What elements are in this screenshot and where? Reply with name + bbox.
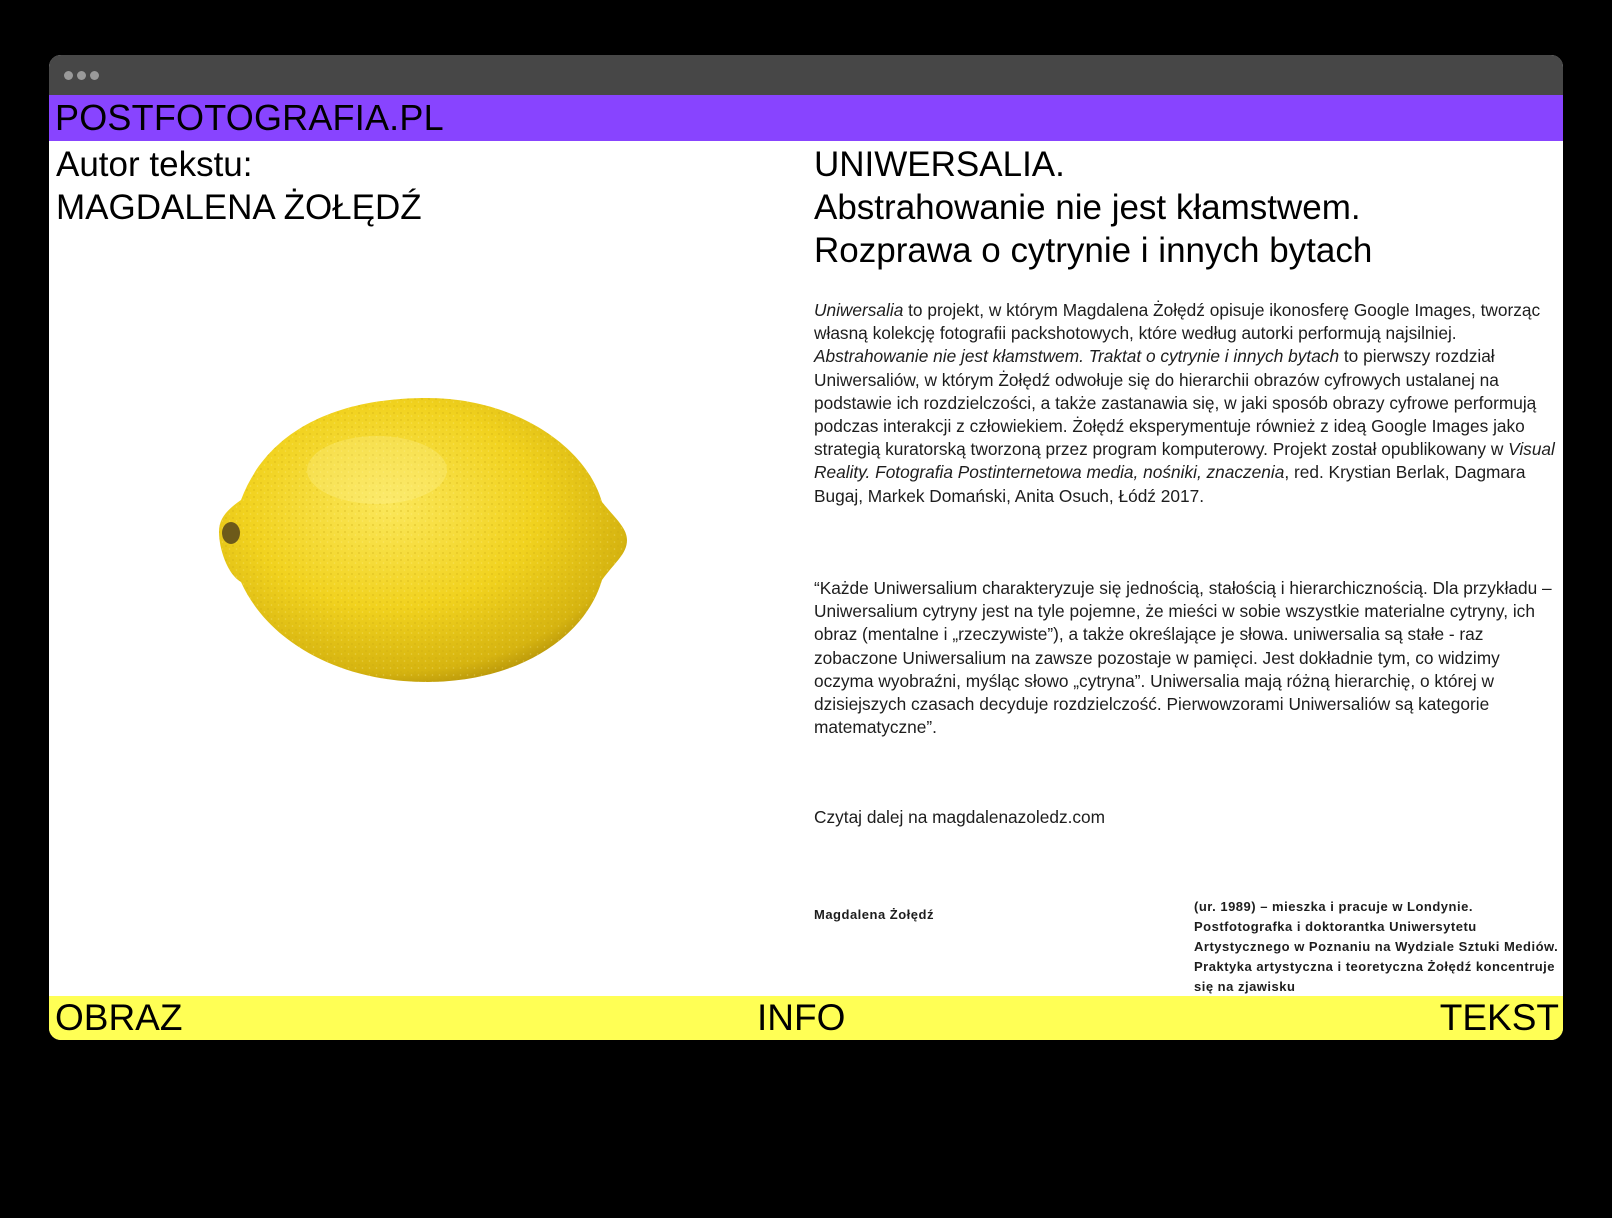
bio-name: Magdalena Żołędź [814,907,934,922]
nav-info-link[interactable]: INFO [757,997,846,1038]
paragraph-segment: to pierwszy rozdział Uniwersaliów, w którym Żołędź odwołuje się do hierarchii obrazów cyfrowych ustalanej na podstawie ich rozdzielczości, a także zastanawia się, w jaki sposób obrazy cyfrowe performują podczas interakcji z człowiekiem. Żołędź eksperymentuje również z ideą Google Images jako strategią kuratorską tworzoną przez program komputerowy. Projekt został opublikowany w [814,346,1537,460]
read-more-link[interactable]: Czytaj dalej na magdalenazoledz.com [814,807,1106,827]
window-dot-icon[interactable] [77,71,86,80]
bottom-nav-bar [49,996,1563,1040]
article-title-line: UNIWERSALIA. [814,145,1065,184]
paragraph-segment: , red. Krystian Berlak, Dagmara Bugaj, Markek Domański, Anita Osuch, Łódź 2017. [814,462,1526,506]
article-paragraph-1 [814,299,1559,508]
window-titlebar [49,55,1563,95]
paragraph-segment: Visual Reality. Fotografia Postinternetowa media, nośniki, znaczenia [814,439,1555,483]
article-title [814,143,1372,272]
bio-text: (ur. 1989) – mieszka i pracuje w Londynie. Postfotografka i doktorantka Uniwersytetu Artystycznego w Poznaniu na Wydziale Sztuki Mediów. Praktyka artystyczna i teoretyczna Żołędź koncentruje się na zjawisku [1194,899,1559,994]
site-logo-link[interactable]: POSTFOTOGRAFIA.PL [55,97,444,138]
article-title-line: Rozprawa o cytrynie i innych bytach [814,231,1373,270]
window-dot-icon[interactable] [90,71,99,80]
site-header-bar [49,95,1563,141]
paragraph-segment: Abstrahowanie nie jest kłamstwem. Traktat o cytrynie i innych bytach [814,346,1340,367]
nav-obraz-link[interactable]: OBRAZ [55,997,183,1038]
browser-window [49,55,1563,1040]
author-name: MAGDALENA ŻOŁĘDŹ [56,188,422,227]
nav-tekst-link[interactable]: TEKST [1439,997,1559,1038]
author-label: Autor tekstu: [56,145,253,184]
article-title-line: Abstrahowanie nie jest kłamstwem. [814,188,1361,227]
article-paragraph-2: “Każde Uniwersalium charakteryzuje się jednością, stałością i hierarchicznością. Dla przykładu – Uniwersalium cytryny jest na tyle pojemne, że mieści w sobie wszystkie materialne cytryny, ich obraz (mentalne i „rzeczywiste”), a także określające je słowa. uniwersalia są stałe - raz zobaczone Uniwersalium na zawsze pozostaje w pamięci. Jest dokładnie tym, co widzimy oczyma wyobraźni, myśląc słowo „cytryna”. Uniwersalia mają różną hierarchię, o której w dzisiejszych czasach decyduje rozdzielczość. Pierwowzorami Uniwersaliów są kategorie matematyczne”. [814,578,1552,738]
lemon-image [217,390,637,700]
paragraph-segment: Uniwersalia [814,300,904,320]
author-block [56,143,422,229]
paragraph-segment: to projekt, w którym Magdalena Żołędź opisuje ikonosferę Google Images, tworząc własną kolekcję fotografii packshotowych, które według autorki performują najsilniej. [814,300,1541,344]
window-dot-icon[interactable] [64,71,73,80]
